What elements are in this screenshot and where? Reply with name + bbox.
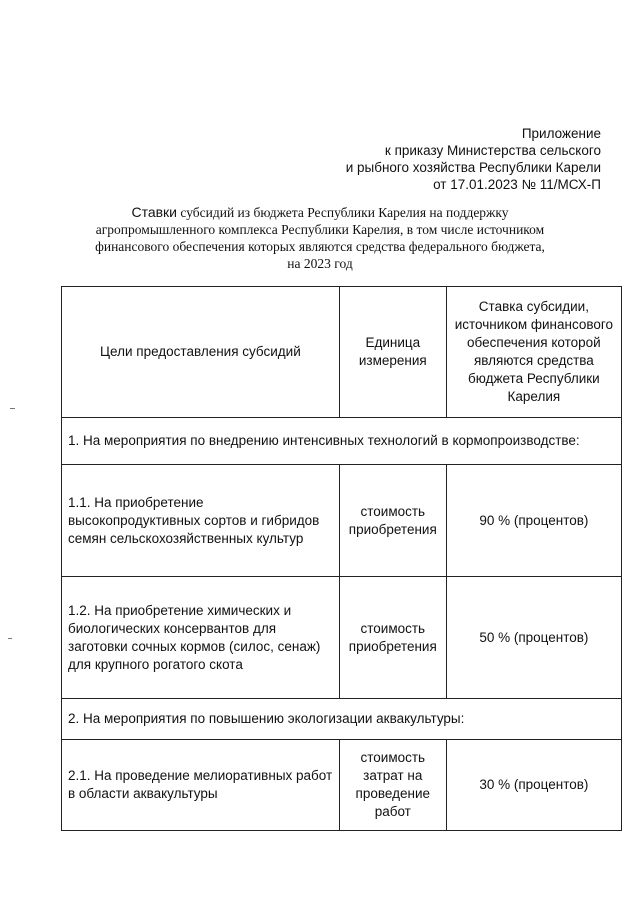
row-1-2-unit: стоимость приобретения	[339, 577, 446, 699]
subsidy-rates-table	[61, 286, 622, 831]
header-goal: Цели предоставления субсидий	[62, 287, 340, 418]
title-line-1	[60, 204, 580, 221]
header-unit: Единица измерения	[339, 287, 446, 418]
appendix-label: Приложение	[521, 126, 601, 141]
scan-mark	[8, 638, 12, 639]
row-2-1-rate: 30 % (процентов)	[446, 740, 621, 831]
row-2-1-unit: стоимость затрат на проведение работ	[339, 740, 446, 831]
section-2-text: 2. На мероприятия по повышению экологизации аквакультуры:	[62, 699, 622, 740]
row-1-1-unit: стоимость приобретения	[339, 465, 446, 577]
table-row	[62, 577, 622, 699]
title-line-1-rest: субсидий из бюджета Республики Карелия на поддержку	[177, 205, 509, 220]
header-rate: Ставка субсидии, источником финансового обеспечения которой являются средства бюджета Республики Карелия	[446, 287, 621, 418]
section-1-text: 1. На мероприятия по внедрению интенсивных технологий в кормопроизводстве:	[62, 418, 622, 465]
title-line-3: финансового обеспечения которых являются средства федерального бюджета,	[95, 239, 545, 254]
appendix-date-number: от 17.01.2023 № 11/МСХ-П	[433, 177, 601, 192]
table-row	[62, 740, 622, 831]
row-1-2-goal: 1.2. На приобретение химических и биологических консервантов для заготовки сочных кормов (силос, сенаж) для крупного рогатого скота	[62, 577, 340, 699]
table-row	[62, 465, 622, 577]
section-row-1	[62, 418, 622, 465]
scan-mark	[10, 408, 15, 409]
row-2-1-goal: 2.1. На проведение мелиоративных работ в области аквакультуры	[62, 740, 340, 831]
table-header-row	[62, 287, 622, 418]
appendix-ministry-line: и рыбного хозяйства Республики Карели	[345, 160, 601, 175]
appendix-order-line: к приказу Министерства сельского	[384, 143, 601, 158]
row-1-1-goal: 1.1. На приобретение высокопродуктивных сортов и гибридов семян сельскохозяйственных культур	[62, 465, 340, 577]
document-title	[60, 204, 580, 272]
title-line-2: агропромышленного комплекса Республики Карелия, в том числе источником	[95, 222, 545, 237]
row-1-2-rate: 50 % (процентов)	[446, 577, 621, 699]
title-line-4: на 2023 год	[287, 256, 353, 271]
row-1-1-rate: 90 % (процентов)	[446, 465, 621, 577]
title-word: Ставки	[131, 204, 178, 220]
section-row-2	[62, 699, 622, 740]
appendix-header	[346, 125, 601, 193]
